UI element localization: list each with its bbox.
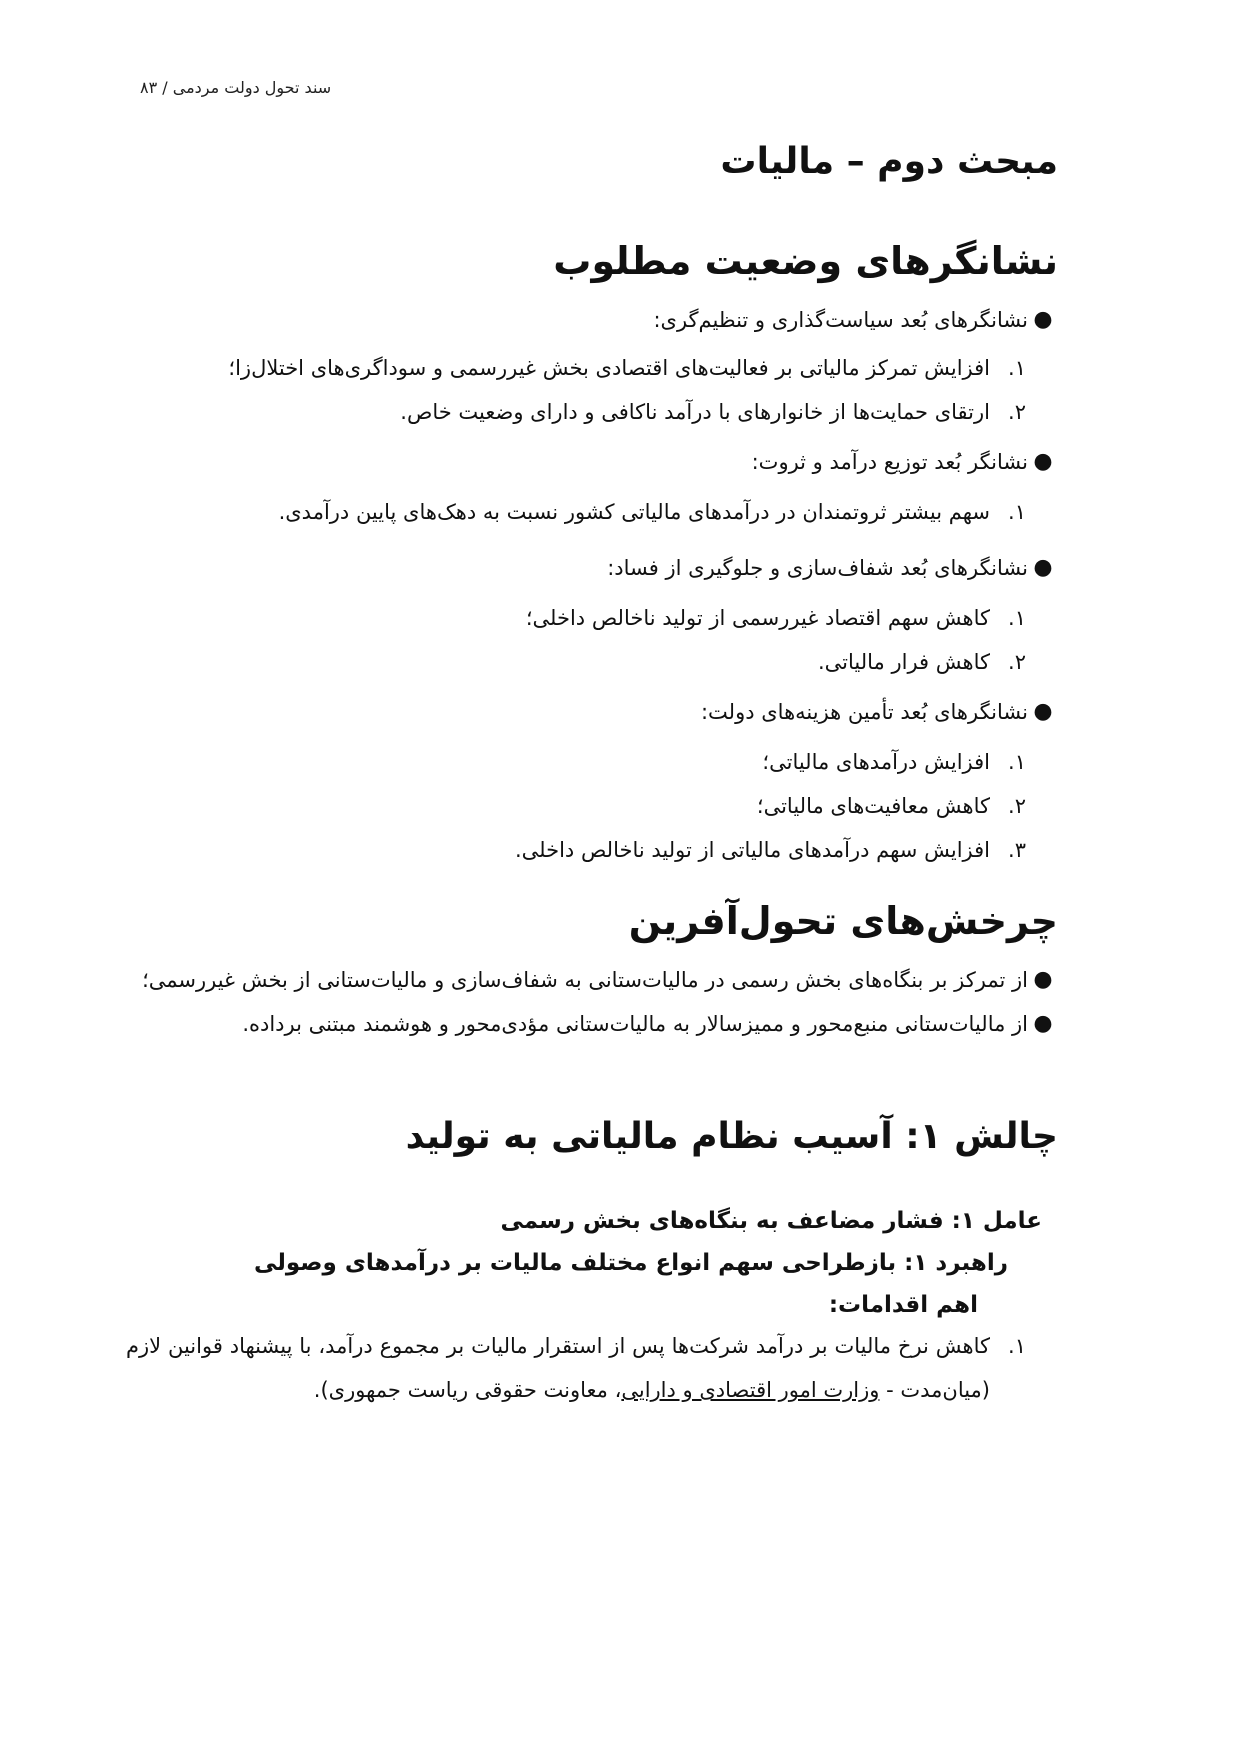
challenge-heading: چالش ۱: آسیب نظام مالیاتی به تولید bbox=[405, 1116, 1058, 1157]
list-item: ۱. کاهش سهم اقتصاد غیررسمی از تولید ناخالص داخلی؛ bbox=[525, 606, 1026, 630]
indicator-group-title: ● نشانگر بُعد توزیع درآمد و ثروت: bbox=[128, 440, 1058, 484]
list-item: ۱. افزایش تمرکز مالیاتی بر فعالیت‌های اقتصادی بخش غیررسمی و سوداگری‌های اختلال‌زا؛ bbox=[228, 356, 1026, 380]
strategy-block bbox=[78, 1246, 1008, 1280]
indicator-group-2 bbox=[128, 440, 1058, 484]
bullet-icon: ● bbox=[1033, 699, 1053, 724]
indicator-group-1-list bbox=[126, 346, 1026, 434]
indicator-group-title: ● نشانگرهای بُعد سیاست‌گذاری و تنظیم‌گری: bbox=[128, 298, 1058, 342]
list-item: ۱. کاهش نرخ مالیات بر درآمد شرکت‌ها پس از استقرار مالیات بر مجموع درآمد، با پیشنهاد قوانین لازم (میان‌مدت - وزارت امور اقتصادی و دارایی، معاونت حقوقی ریاست جمهوری). bbox=[126, 1334, 1026, 1402]
factor-block bbox=[112, 1204, 1042, 1238]
indicator-group-title: ● نشانگرهای بُعد شفاف‌سازی و جلوگیری از فساد: bbox=[128, 546, 1058, 590]
bullet-icon: ● bbox=[1033, 1011, 1053, 1036]
indicator-group-4 bbox=[128, 690, 1058, 734]
indicator-group-3 bbox=[128, 546, 1058, 590]
list-item: ۲. کاهش معافیت‌های مالیاتی؛ bbox=[756, 794, 1026, 818]
list-item: ۳. افزایش سهم درآمدهای مالیاتی از تولید ناخالص داخلی. bbox=[514, 838, 1026, 862]
bullet-icon: ● bbox=[1033, 449, 1053, 474]
list-item: ● از مالیات‌ستانی منبع‌محور و ممیزسالار به مالیات‌ستانی مؤدی‌محور و هوشمند مبتنی برداده. bbox=[98, 1002, 1058, 1046]
list-item: ۱. افزایش درآمدهای مالیاتی؛ bbox=[762, 750, 1026, 774]
factor-title: عامل ۱: فشار مضاعف به بنگاه‌های بخش رسمی bbox=[500, 1208, 1042, 1234]
bullet-icon: ● bbox=[1033, 307, 1053, 332]
list-item: ۲. کاهش فرار مالیاتی. bbox=[818, 650, 1026, 674]
section-title: مبحث دوم – مالیات bbox=[720, 141, 1058, 182]
shifts-list bbox=[98, 958, 1058, 1046]
indicator-group-2-list bbox=[126, 490, 1026, 534]
section-title-block bbox=[128, 140, 1058, 184]
shifts-heading-block bbox=[128, 898, 1058, 944]
shifts-heading: چرخش‌های تحول‌آفرین bbox=[628, 899, 1058, 943]
indicator-group-1 bbox=[128, 298, 1058, 342]
actions-list bbox=[126, 1324, 1026, 1412]
strategy-title: راهبرد ۱: بازطراحی سهم انواع مختلف مالیات بر درآمدهای وصولی bbox=[253, 1250, 1008, 1276]
list-item: ۲. ارتقای حمایت‌ها از خانوارهای با درآمد ناکافی و دارای وضعیت خاص. bbox=[400, 400, 1026, 424]
indicator-group-4-list bbox=[126, 740, 1026, 872]
bullet-icon: ● bbox=[1033, 555, 1053, 580]
actions-label: اهم اقدامات: bbox=[828, 1292, 978, 1318]
indicator-group-3-list bbox=[126, 596, 1026, 684]
actions-label-block bbox=[48, 1288, 978, 1322]
challenge-heading-block bbox=[128, 1114, 1058, 1160]
running-header: سند تحول دولت مردمی / ۸۳ bbox=[140, 78, 332, 97]
indicator-group-title: ● نشانگرهای بُعد تأمین هزینه‌های دولت: bbox=[128, 690, 1058, 734]
list-item: ● از تمرکز بر بنگاه‌های بخش رسمی در مالیات‌ستانی به شفاف‌سازی و مالیات‌ستانی از بخش غیررسمی؛ bbox=[98, 958, 1058, 1002]
bullet-icon: ● bbox=[1033, 967, 1053, 992]
ministry-name: وزارت امور اقتصادی و دارایی bbox=[621, 1378, 880, 1402]
indicators-heading: نشانگرهای وضعیت مطلوب bbox=[553, 239, 1058, 283]
list-item: ۱. سهم بیشتر ثروتمندان در درآمدهای مالیاتی کشور نسبت به دهک‌های پایین درآمدی. bbox=[278, 500, 1026, 524]
indicators-heading-block bbox=[128, 238, 1058, 284]
